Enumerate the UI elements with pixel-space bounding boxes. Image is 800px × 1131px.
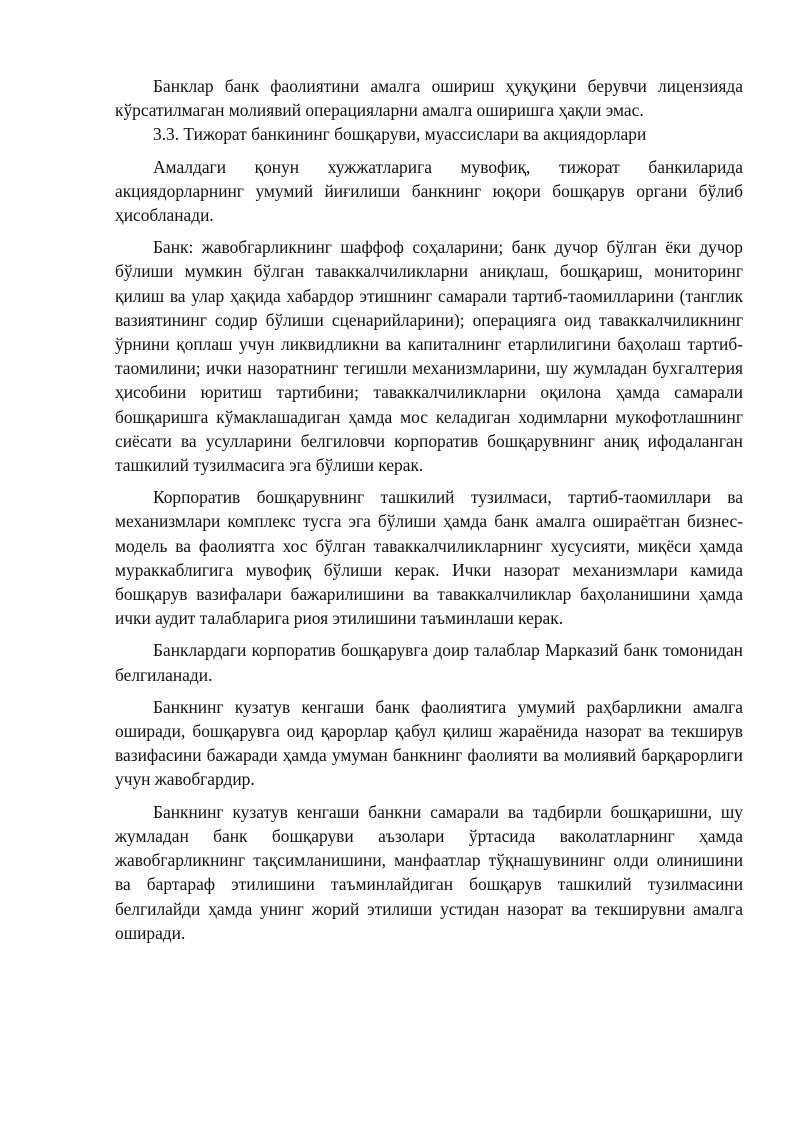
paragraph-corporate-structure: Корпоратив бошқарувнинг ташкилий тузилмаси, тартиб-таомиллари ва механизмлари комплекс тусга эга бўлиши ҳамда банк амалга ошираётган бизнес-модель ва фаолиятга хос бўлган таваккалчиликларнинг хусусияти, миқёси ҳамда мураккаблигига мувофиқ бўлиши керак. Ички назорат механизмлари камида бошқарув вазифалари бажарилишини ва таваккалчиликлар баҳоланишини ҳамда ички аудит талабларига риоя этилишини таъминлаши керак.	[115, 487, 743, 629]
document-page	[115, 74, 743, 945]
paragraph-supervisory-board-role: Банкнинг кузатув кенгаши банк фаолиятига умумий раҳбарликни амалга оширади, бошқарувга оид қарорлар қабул қилиш жараёнида назорат ва текширув вазифасини бажаради ҳамда умуман банкнинг фаолияти ва молиявий барқарорлиги учун жавобгардир.	[115, 696, 743, 790]
paragraph-license-restriction: Банклар банк фаолиятини амалга ошириш ҳуқуқини берувчи лицензияда кўрсатилмаган молиявий операцияларни амалга оширишга ҳақли эмас.	[115, 76, 743, 121]
section-heading: 3.3. Тижорат банкининг бошқаруви, муассислари ва акциядорлари	[153, 124, 647, 145]
paragraph-supervisory-board-structure: Банкнинг кузатув кенгаши банкни самарали ва тадбирли бошқаришни, шу жумладан банк бошқаруви аъзолари ўртасида ваколатларнинг ҳамда жавобгарликнинг тақсимланишини, манфаатлар тўқнашувининг олди олинишини ва бартараф этилишини таъминлайдиган бошқарув ташкилий тузилмасини белгилайди ҳамда унинг жорий этилиши устидан назорат ва текширувни амалга оширади.	[115, 801, 743, 943]
paragraph-bank-requirements: Банк: жавобгарликнинг шаффоф соҳаларини; банк дучор бўлган ёки дучор бўлиши мумкин бўлган таваккалчиликларни аниқлаш, бошқариш, мониторинг қилиш ва улар ҳақида хабардор этишнинг самарали тартиб-таомилларини (танглик вазиятининг содир бўлиши сценарийларини); операцияга оид таваккалчиликнинг ўрнини қоплаш учун ликвидликни ва капиталнинг етарлилигини баҳолаш тартиб-таомилини; ички назоратнинг тегишли механизмларини, шу жумладан бухгалтерия ҳисобини юритиш тартибини; таваккалчиликларни оқилона ҳамда самарали бошқаришга кўмаклашадиган ҳамда мос келадиган ходимларни мукофотлашнинг сиёсати ва усулларини белгиловчи корпоратив бошқарувнинг аниқ ифодаланган ташкилий тузилмасига эга бўлиши керак.	[115, 237, 743, 476]
paragraph-shareholders-meeting: Амалдаги қонун хужжатларига мувофиқ, тижорат банкиларида акциядорларнинг умумий йиғилиши банкнинг юқори бошқарув органи бўлиб ҳисобланади.	[115, 156, 743, 226]
paragraph-central-bank-requirements: Банклардаги корпоратив бошқарувга доир талаблар Марказий банк томонидан белгиланади.	[115, 640, 743, 685]
